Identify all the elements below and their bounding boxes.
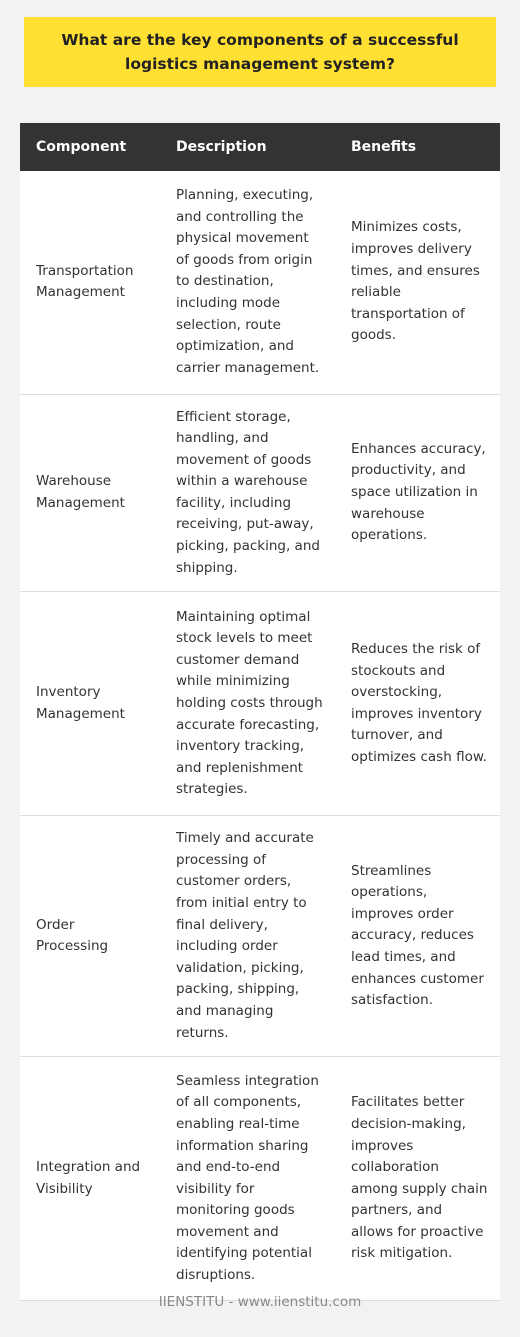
cell-component: Inventory Management (20, 592, 160, 816)
cell-component: Order Processing (20, 816, 160, 1057)
table-header-row (20, 123, 500, 171)
cell-description: Timely and accurate processing of customer orders, from initial entry to final delivery, including order validation, picking, packing, shipping, and managing returns. (160, 816, 335, 1057)
cell-benefits: Facilitates better decision-making, improves collaboration among supply chain partners, and allows for proactive risk mitigation. (335, 1057, 500, 1301)
cell-component: Integration and Visibility (20, 1057, 160, 1301)
cell-description: Maintaining optimal stock levels to meet customer demand while minimizing holding costs through accurate forecasting, inventory tracking, and replenishment strategies. (160, 592, 335, 816)
cell-description: Seamless integration of all components, enabling real-time information sharing and end-to-end visibility for monitoring goods movement and identifying potential disruptions. (160, 1057, 335, 1301)
footer-credit: IIENSTITU - www.iienstitu.com (158, 1294, 362, 1310)
header-benefits: Benefits (335, 123, 500, 171)
cell-benefits: Minimizes costs, improves delivery times, and ensures reliable transportation of goods. (335, 171, 500, 394)
cell-benefits: Streamlines operations, improves order accuracy, reduces lead times, and enhances customer satisfaction. (335, 816, 500, 1057)
cell-benefits: Reduces the risk of stockouts and overstocking, improves inventory turnover, and optimizes cash flow. (335, 592, 500, 816)
cell-component: Warehouse Management (20, 394, 160, 592)
table-row (20, 171, 500, 394)
page-title: What are the key components of a successful logistics management system? (61, 31, 459, 73)
header-component: Component (20, 123, 160, 171)
cell-description: Planning, executing, and controlling the physical movement of goods from origin to destination, including mode selection, route optimization, and carrier management. (160, 171, 335, 394)
components-table (20, 123, 500, 1301)
table-row (20, 1057, 500, 1301)
table-row (20, 592, 500, 816)
table-row (20, 394, 500, 592)
header-description: Description (160, 123, 335, 171)
cell-description: Efficient storage, handling, and movement of goods within a warehouse facility, including receiving, put-away, picking, packing, and shipping. (160, 394, 335, 592)
cell-benefits: Enhances accuracy, productivity, and space utilization in warehouse operations. (335, 394, 500, 592)
cell-component: Transportation Management (20, 171, 160, 394)
title-banner (24, 17, 496, 87)
table-row (20, 816, 500, 1057)
